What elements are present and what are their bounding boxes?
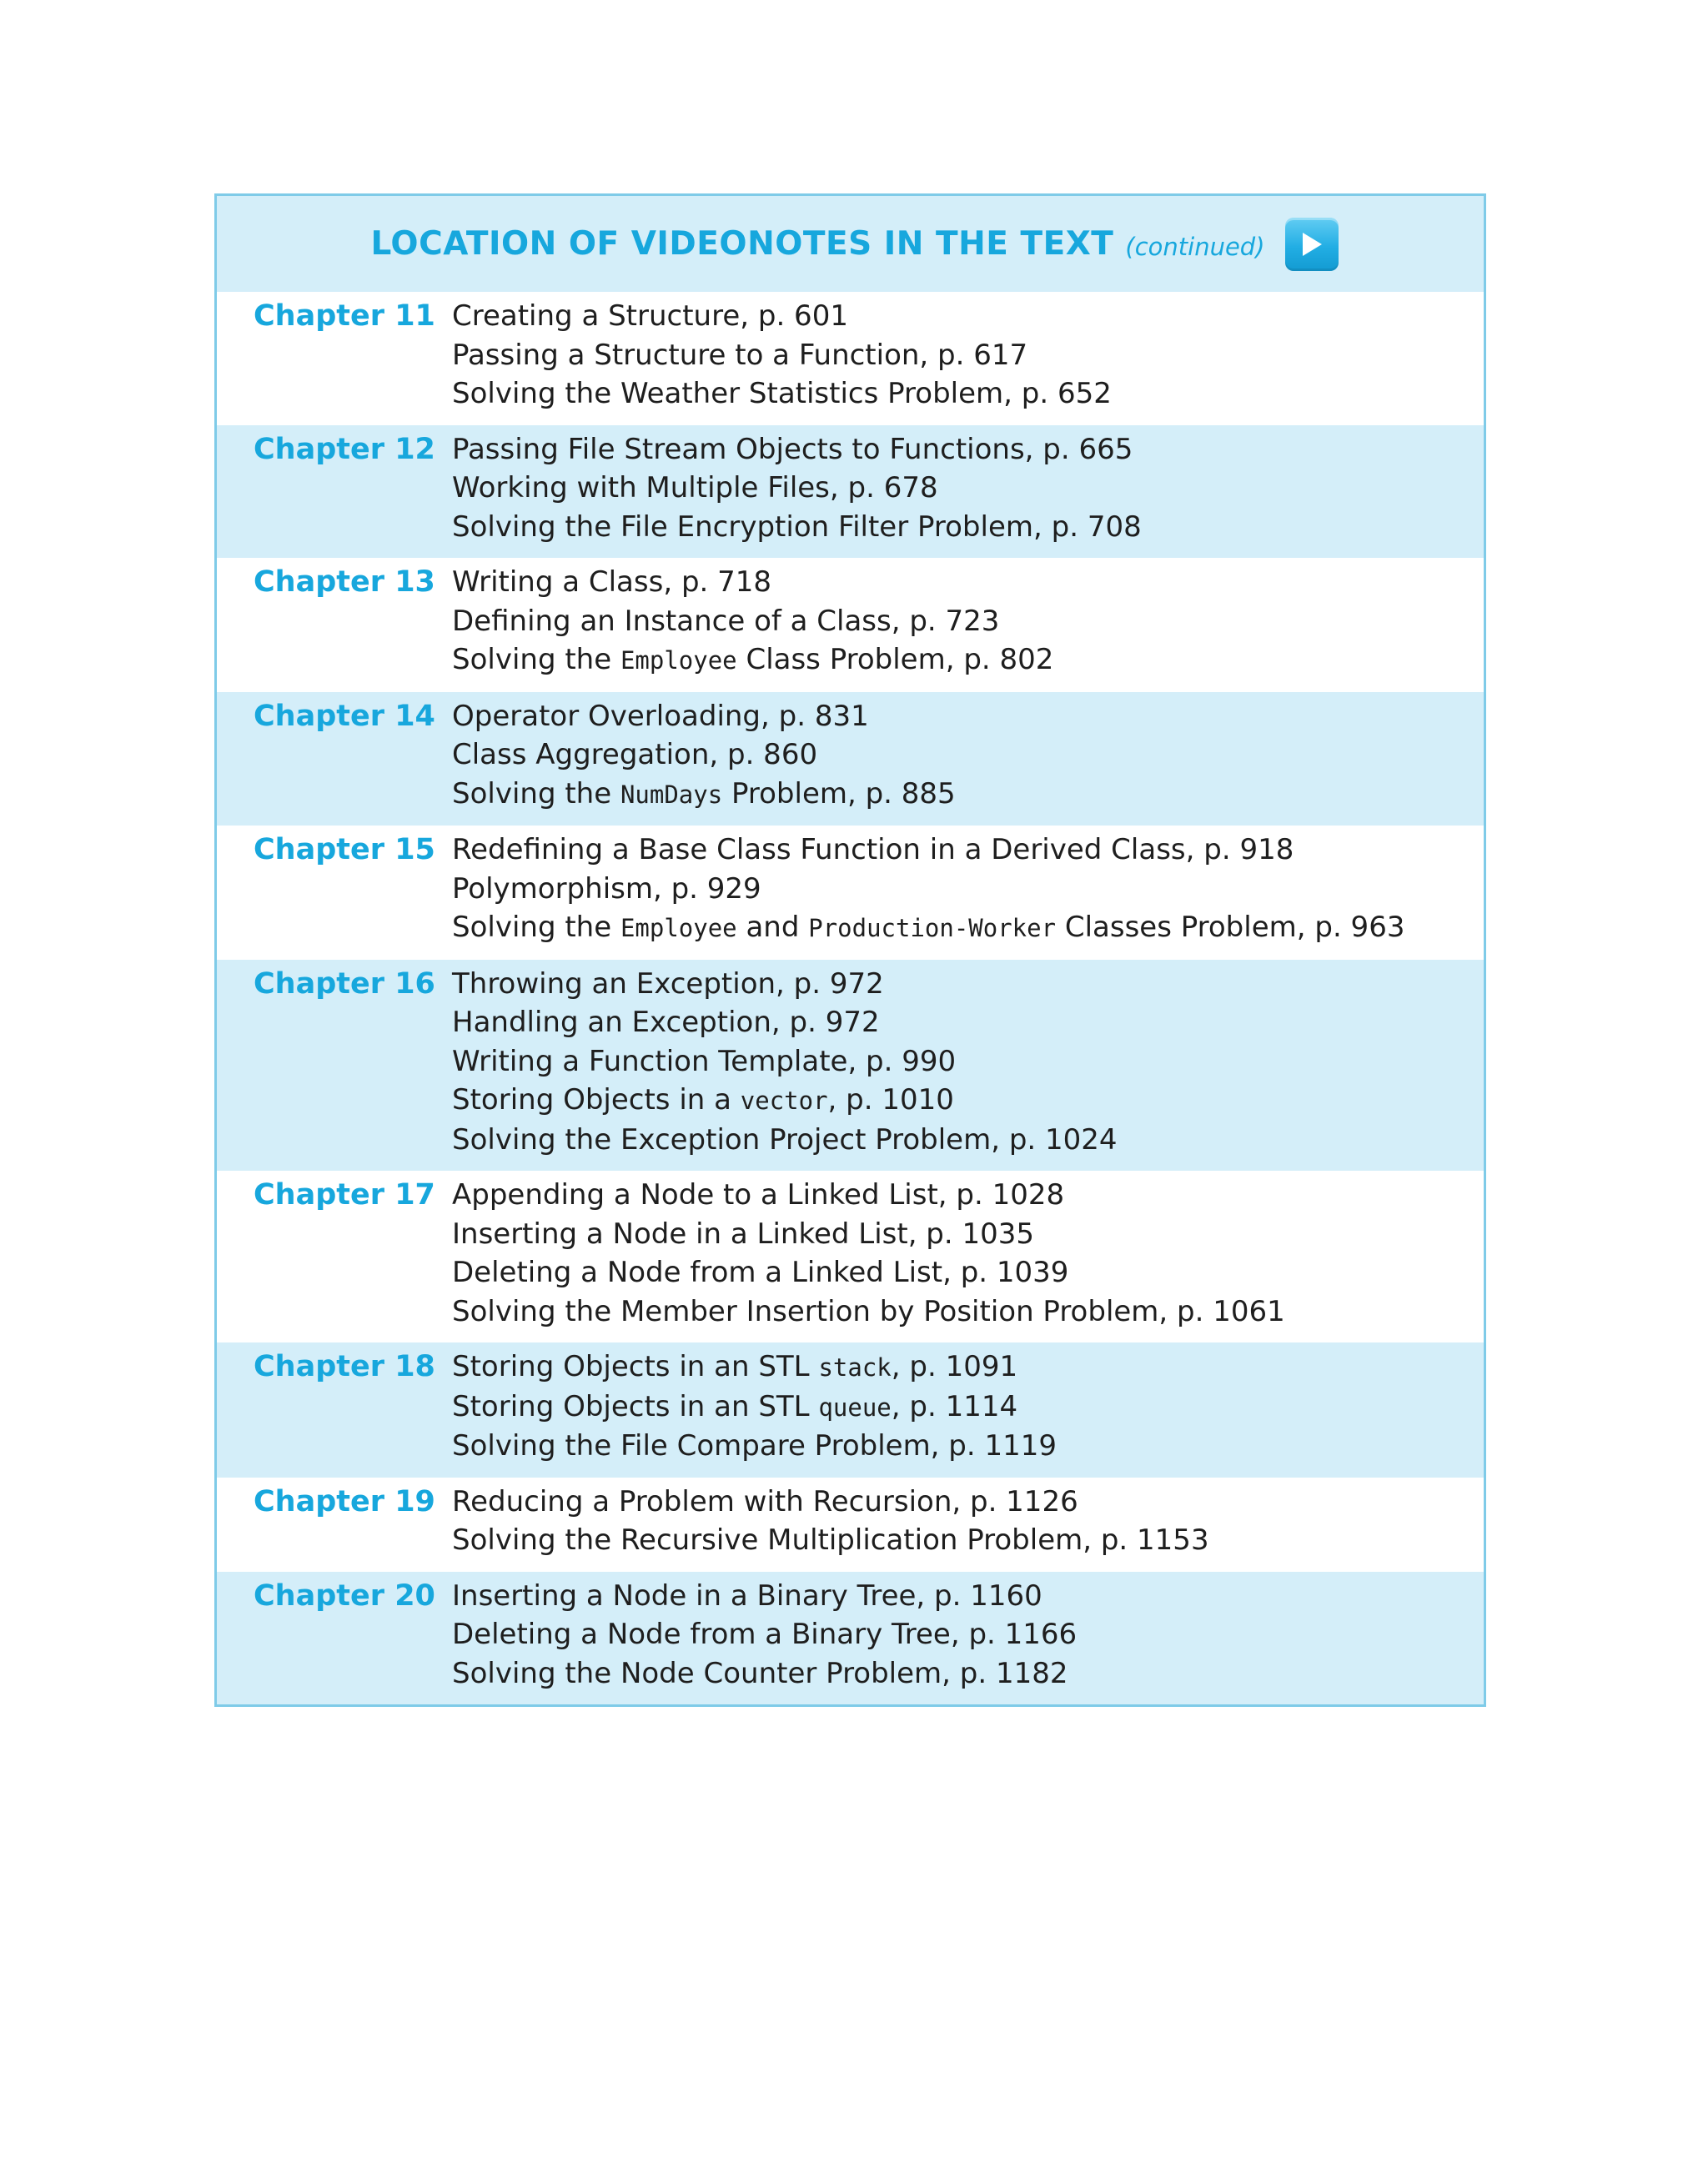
videonote-entry[interactable] [452, 1654, 1077, 1694]
code-term: NumDays [620, 780, 723, 809]
videonote-entry[interactable] [452, 831, 1404, 870]
entry-text: Storing Objects in an STL [452, 1389, 819, 1423]
chapter-label: Chapter 15 [254, 833, 435, 866]
code-term: stack [818, 1353, 892, 1382]
entry-text: Working with Multiple Files, p. 678 [452, 471, 938, 504]
videonote-entry[interactable] [452, 1215, 1285, 1254]
code-term: queue [818, 1393, 892, 1422]
videonote-entry[interactable] [452, 1388, 1057, 1428]
entry-text: Creating a Structure, p. 601 [452, 299, 848, 333]
entry-text: Storing Objects in an STL [452, 1350, 819, 1383]
chapter-label: Chapter 12 [254, 432, 435, 466]
entry-text: Defining an Instance of a Class, p. 723 [452, 604, 1000, 638]
entry-text: Inserting a Node in a Binary Tree, p. 1160 [452, 1578, 1042, 1613]
videonote-entry[interactable] [452, 1521, 1209, 1560]
entry-text: and [736, 911, 809, 944]
chapter-label: Chapter 20 [254, 1578, 435, 1613]
chapter-label: Chapter 11 [254, 299, 435, 333]
videonote-entry[interactable] [452, 1615, 1077, 1654]
chapter-label: Chapter 18 [254, 1350, 435, 1383]
chapter-label: Chapter 17 [254, 1178, 435, 1212]
chapter-row [217, 960, 1484, 1172]
videonote-entry[interactable] [452, 563, 1053, 602]
entry-text: Redefining a Base Class Function in a Derived Class, p. 918 [452, 833, 1294, 866]
chapter-label: Chapter 13 [254, 565, 435, 599]
videonote-entry[interactable] [452, 697, 956, 736]
entry-text: Inserting a Node in a Linked List, p. 1035 [452, 1217, 1035, 1251]
videonote-entry[interactable] [452, 870, 1404, 909]
videonote-entry[interactable] [452, 1483, 1209, 1522]
play-triangle [1299, 230, 1324, 258]
entry-text: Storing Objects in a [452, 1083, 741, 1117]
chapter-row [217, 1171, 1484, 1342]
entry-text: Solving the Recursive Multiplication Problem, p. 1153 [452, 1523, 1209, 1557]
chapter-row [217, 1478, 1484, 1572]
videonote-list [452, 692, 956, 826]
videonote-entry[interactable] [452, 602, 1053, 641]
videonote-entry[interactable] [452, 374, 1112, 414]
videonote-entry[interactable] [452, 1081, 1118, 1121]
entry-text: Throwing an Exception, p. 972 [452, 966, 884, 1001]
entry-text: , p. 1114 [891, 1389, 1018, 1423]
videonote-entry[interactable] [452, 469, 1142, 508]
videonote-entry[interactable] [452, 1577, 1077, 1616]
entry-text: Class Aggregation, p. 860 [452, 738, 818, 771]
videonote-entry[interactable] [452, 1042, 1118, 1082]
entry-text: Solving the Exception Project Problem, p. 1024 [452, 1122, 1118, 1157]
chapter-list [217, 292, 1484, 1704]
entry-text: Class Problem, p. 802 [736, 643, 1054, 676]
table-header [217, 196, 1484, 292]
videonote-entry[interactable] [452, 735, 956, 775]
entry-text: Writing a Function Template, p. 990 [452, 1044, 957, 1078]
entry-text: Deleting a Node from a Linked List, p. 1039 [452, 1256, 1069, 1289]
entry-text: Appending a Node to a Linked List, p. 1028 [452, 1178, 1065, 1212]
videonote-entry[interactable] [452, 965, 1118, 1004]
videonote-entry[interactable] [452, 908, 1404, 948]
entry-text: Solving the [452, 911, 620, 944]
code-term: Production-Worker [808, 914, 1057, 942]
videonote-list [452, 425, 1142, 559]
header-inner [362, 218, 1338, 271]
entry-text: Solving the Weather Statistics Problem, p. 652 [452, 377, 1112, 410]
entry-text: Solving the [452, 776, 620, 811]
entry-text: Solving the [452, 643, 620, 676]
code-term: vector [740, 1087, 828, 1115]
chapter-row [217, 558, 1484, 692]
entry-text: Problem, p. 885 [722, 776, 956, 811]
videonote-entry[interactable] [452, 297, 1112, 336]
videonote-entry[interactable] [452, 336, 1112, 375]
videonote-entry[interactable] [452, 640, 1053, 680]
entry-text: Passing a Structure to a Function, p. 617 [452, 338, 1028, 372]
continued-label: (continued) [1125, 232, 1265, 261]
videonote-list [452, 1342, 1057, 1478]
chapter-label: Chapter 14 [254, 699, 435, 733]
videonote-entry[interactable] [452, 1003, 1118, 1042]
videonotes-table [214, 193, 1486, 1707]
videonote-entry[interactable] [452, 1176, 1285, 1215]
entry-text: , p. 1010 [827, 1083, 954, 1117]
videonote-list [452, 292, 1112, 425]
entry-text: Solving the File Compare Problem, p. 1119 [452, 1429, 1057, 1463]
videonote-entry[interactable] [452, 430, 1142, 469]
code-term: Employee [620, 646, 737, 675]
entry-text: Solving the Member Insertion by Position Problem, p. 1061 [452, 1294, 1285, 1328]
entry-text: Deleting a Node from a Binary Tree, p. 1166 [452, 1618, 1078, 1651]
videonote-entry[interactable] [452, 508, 1142, 547]
chapter-row [217, 425, 1484, 559]
chapter-row [217, 292, 1484, 425]
chapter-label: Chapter 16 [254, 966, 435, 1001]
entry-text: Reducing a Problem with Recursion, p. 1126 [452, 1484, 1078, 1518]
videonote-list [452, 1572, 1077, 1705]
videonote-list [452, 826, 1404, 960]
entry-text: Solving the File Encryption Filter Problem, p. 708 [452, 509, 1142, 544]
entry-text: Writing a Class, p. 718 [452, 565, 772, 599]
entry-text: Handling an Exception, p. 972 [452, 1006, 880, 1039]
play-icon [1285, 218, 1339, 271]
videonote-list [452, 960, 1118, 1172]
videonote-entry[interactable] [452, 1292, 1285, 1332]
chapter-row [217, 826, 1484, 960]
videonote-entry[interactable] [452, 1121, 1118, 1160]
entry-text: Operator Overloading, p. 831 [452, 699, 869, 733]
entry-text: Classes Problem, p. 963 [1056, 911, 1405, 944]
videonote-entry[interactable] [452, 1427, 1057, 1466]
entry-text: Polymorphism, p. 929 [452, 871, 761, 906]
chapter-row [217, 692, 1484, 826]
videonote-entry[interactable] [452, 1347, 1057, 1388]
videonote-list [452, 1478, 1209, 1572]
videonote-entry[interactable] [452, 775, 956, 815]
entry-text: Solving the Node Counter Problem, p. 1182 [452, 1656, 1068, 1690]
page-title: LOCATION OF VIDEONOTES IN THE TEXT [370, 225, 1114, 263]
chapter-row [217, 1572, 1484, 1705]
chapter-label: Chapter 19 [254, 1484, 435, 1518]
videonote-entry[interactable] [452, 1253, 1285, 1292]
chapter-row [217, 1342, 1484, 1478]
videonote-list [452, 558, 1053, 692]
entry-text: Passing File Stream Objects to Functions, p. 665 [452, 432, 1133, 466]
code-term: Employee [620, 914, 737, 942]
entry-text: , p. 1091 [891, 1350, 1018, 1383]
videonote-list [452, 1171, 1285, 1342]
